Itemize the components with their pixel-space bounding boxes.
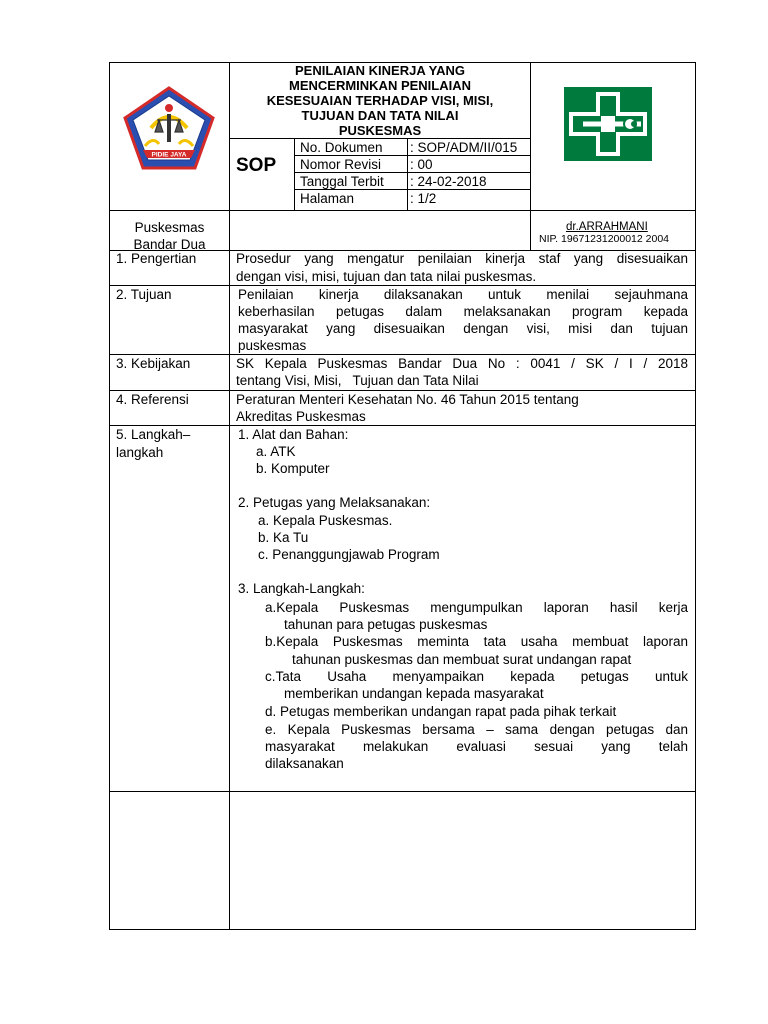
meta-label-nomor-revisi: Nomor Revisi — [300, 157, 382, 172]
step-d-line: d. Petugas memberikan undangan rapat pada pihak terkait — [265, 704, 617, 719]
row-label-referensi: 4. Referensi — [116, 392, 189, 407]
svg-text:PIDIE JAYA: PIDIE JAYA — [151, 151, 187, 159]
step-b-line: b.Kepala Puskesmas meminta tata usaha membuat laporan — [265, 634, 688, 649]
title-line: KESESUAIAN TERHADAP VISI, MISI, — [266, 93, 494, 108]
row-label-kebijakan: 3. Kebijakan — [116, 356, 191, 371]
petugas-item: b. Ka Tu — [258, 530, 309, 545]
signer-nip: NIP. 19671231200012 2004 — [539, 233, 670, 245]
petugas-item: a. Kepala Puskesmas. — [258, 513, 393, 528]
step-e-line: e. Kepala Puskesmas bersama – sama dengan petugas dan — [265, 722, 688, 737]
step-a-line: a.Kepala Puskesmas mengumpulkan laporan hasil kerja — [265, 600, 688, 615]
step-e-line: masyarakat melakukan evaluasi sesuai yang telah — [265, 739, 688, 754]
meta-label-tanggal-terbit: Tanggal Terbit — [300, 174, 384, 189]
alat-item: b. Komputer — [256, 461, 330, 476]
title-line: PUSKESMAS — [338, 123, 422, 138]
meta-value-nomor-revisi: : 00 — [410, 157, 433, 172]
meta-value-no-dokumen: : SOP/ADM/II/015 — [410, 140, 518, 155]
sop-label: SOP — [236, 155, 277, 176]
step-e-line: dilaksanakan — [265, 756, 344, 771]
tujuan-text-line: Penilaian kinerja dilaksanakan untuk menilai sejauhmana — [238, 287, 688, 302]
tujuan-text-line: masyarakat yang disesuaikan dengan visi, misi dan tujuan — [238, 321, 688, 336]
row-label-langkah — [116, 426, 190, 462]
petugas-heading: 2. Petugas yang Melaksanakan: — [238, 495, 431, 510]
meta-label-halaman: Halaman — [300, 191, 355, 206]
kebijakan-text-line: tentang Visi, Misi, Tujuan dan Tata Nilai — [236, 373, 479, 388]
institution-line: Bandar Dua — [133, 237, 206, 252]
meta-value-halaman: : 1/2 — [410, 191, 437, 206]
title-line: MENCERMINKAN PENILAIAN — [289, 78, 471, 93]
title-line: PENILAIAN KINERJA YANG — [295, 63, 465, 78]
document-title — [232, 63, 528, 138]
row-label-tujuan: 2. Tujuan — [116, 287, 172, 302]
row-label-pengertian: 1. Pengertian — [116, 251, 197, 266]
alat-item: a. ATK — [256, 444, 296, 459]
puskesmas-cross-logo — [563, 86, 653, 162]
meta-value-tanggal-terbit: : 24-02-2018 — [410, 174, 487, 189]
step-c-line: c.Tata Usaha menyampaikan kepada petugas untuk — [265, 669, 688, 684]
institution-line: Puskesmas — [134, 220, 205, 235]
regency-emblem-logo — [123, 86, 215, 170]
referensi-text-line: Akreditas Puskesmas — [236, 409, 366, 424]
institution-name — [110, 219, 229, 253]
kebijakan-text-line: SK Kepala Puskesmas Bandar Dua No : 0041 / SK / I / 2018 — [236, 356, 688, 371]
step-a-line: tahunan para petugas puskesmas — [284, 617, 488, 632]
pengertian-text-line: dengan visi, misi, tujuan dan tata nilai puskesmas. — [236, 269, 537, 284]
alat-heading: 1. Alat dan Bahan: — [238, 427, 349, 442]
signer-name: dr.ARRAHMANI — [566, 221, 648, 233]
meta-label-no-dokumen: No. Dokumen — [300, 140, 383, 155]
title-line: TUJUAN DAN TATA NILAI — [301, 108, 459, 123]
row-label-langkah-line: langkah — [116, 445, 164, 460]
langkah-heading: 3. Langkah-Langkah: — [238, 581, 365, 596]
tujuan-text-line: puskesmas — [238, 338, 307, 353]
step-b-line: tahunan puskesmas dan membuat surat undangan rapat — [292, 652, 632, 667]
referensi-text-line: Peraturan Menteri Kesehatan No. 46 Tahun 2015 tentang — [236, 392, 579, 407]
tujuan-text-line: keberhasilan petugas dalam melaksanakan program kepada — [238, 304, 688, 319]
row-label-langkah-line: 5. Langkah– — [116, 427, 191, 442]
petugas-item: c. Penanggungjawab Program — [258, 547, 440, 562]
step-c-line: memberikan undangan kepada masyarakat — [284, 686, 544, 701]
pengertian-text-line: Prosedur yang mengatur penilaian kinerja staf yang disesuaikan — [236, 251, 688, 266]
